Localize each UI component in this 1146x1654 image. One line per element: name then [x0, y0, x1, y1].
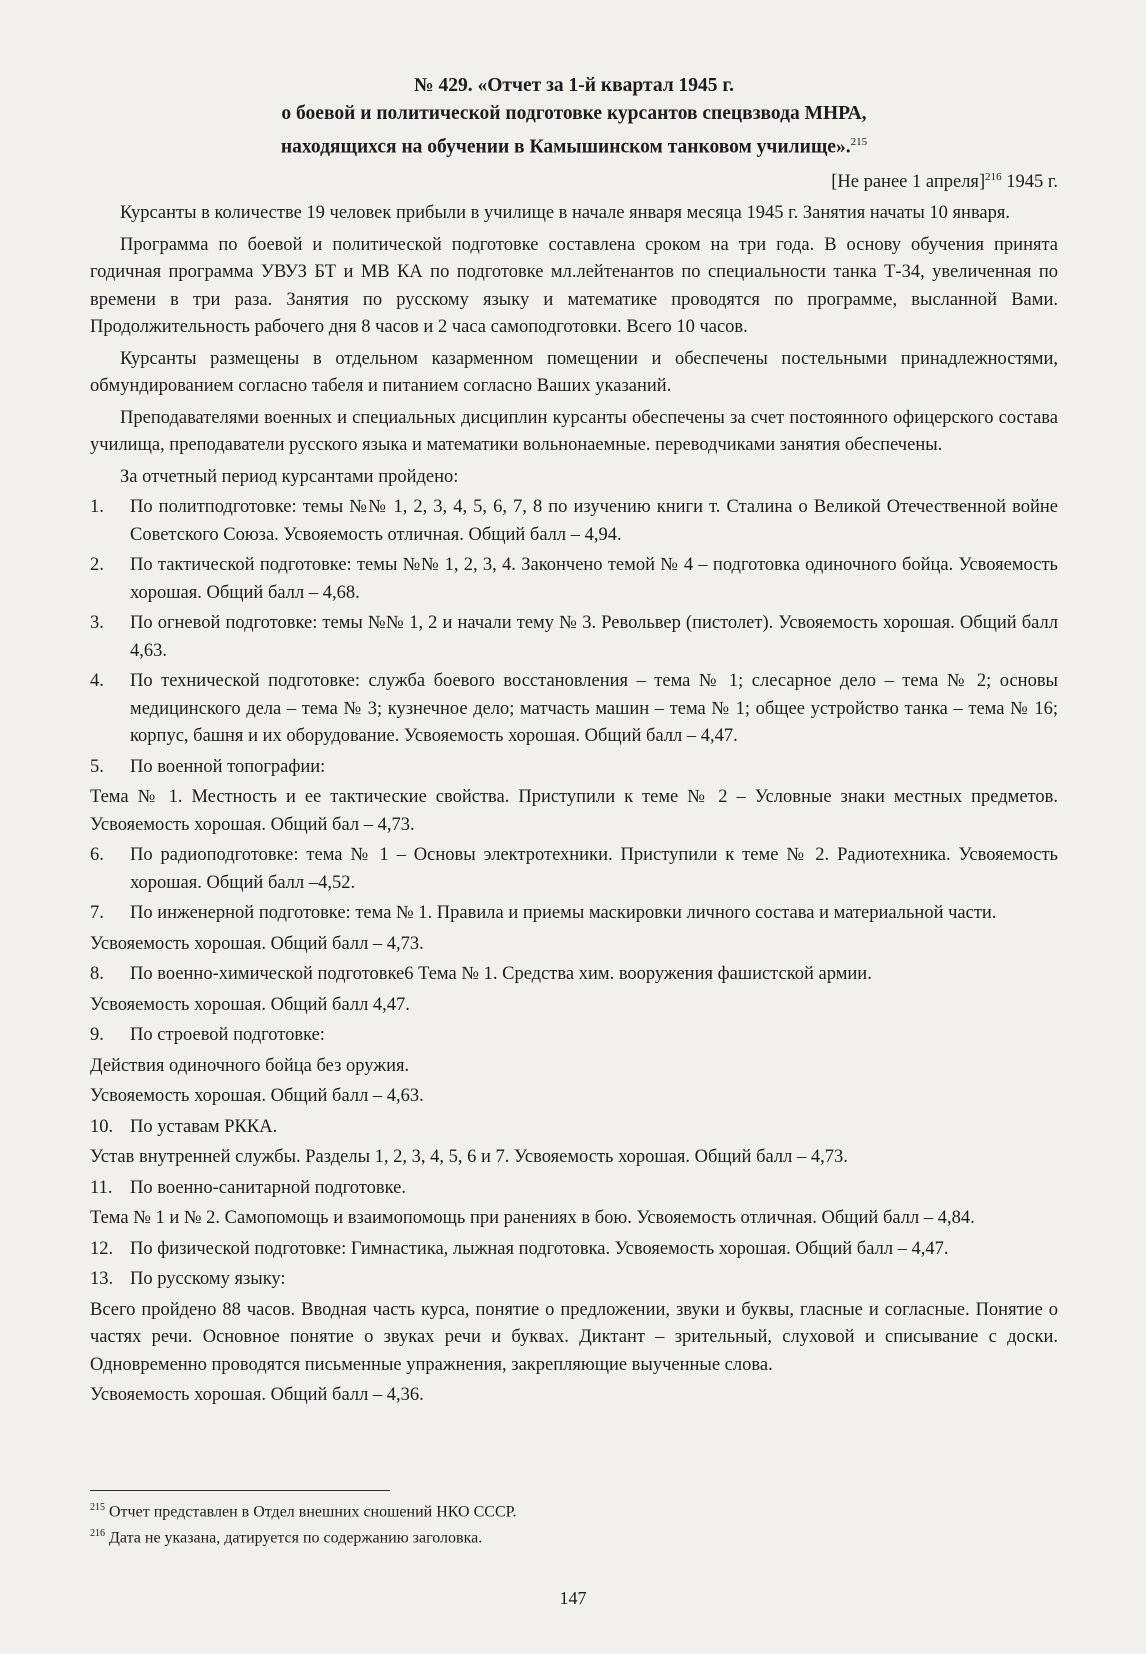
list-item-text: По тактической подготовке: темы №№ 1, 2, 3, 4. Закончено темой № 4 – подготовка одиночного бойца. Усвояемость хорошая. Общий балл – 4,68. — [130, 555, 1058, 603]
item-continuation: Усвояемость хорошая. Общий балл – 4,36. — [90, 1385, 424, 1406]
list-item — [90, 1175, 1058, 1203]
list-item-number: 8. — [90, 964, 104, 985]
list-item-text: По инженерной подготовке: тема № 1. Правила и приемы маскировки личного состава и материальной части. — [130, 903, 997, 924]
list-item-number: 13. — [90, 1269, 114, 1290]
document-body — [90, 72, 1058, 1410]
document-title-line-1: № 429. «Отчет за 1-й квартал 1945 г. — [414, 75, 734, 96]
list-item-number: 2. — [90, 555, 104, 576]
list-item-number: 12. — [90, 1238, 114, 1259]
list-item-text: По военно-санитарной подготовке. — [130, 1177, 406, 1198]
footnote-ref-215: 215 — [850, 136, 868, 148]
list-item — [90, 1022, 1058, 1050]
item-continuation: Тема № 1 и № 2. Самопомощь и взаимопомощь при ранениях в бою. Усвояемость отличная. Общий балл – 4,84. — [90, 1208, 975, 1229]
item-continuation: Усвояемость хорошая. Общий балл – 4,63. — [90, 1086, 424, 1107]
list-item-number: 10. — [90, 1116, 114, 1137]
list-item — [90, 494, 1058, 549]
list-item-text: По русскому языку: — [130, 1269, 286, 1290]
footnote-divider — [90, 1490, 390, 1491]
item-continuation: Усвояемость хорошая. Общий балл 4,47. — [90, 994, 410, 1015]
date-prefix: [Не ранее 1 апреля] — [831, 171, 986, 192]
list-item-number: 4. — [90, 671, 104, 692]
page-number: 147 — [559, 1588, 587, 1608]
document-title-line-3 — [90, 128, 1058, 162]
item-continuation: Тема № 1. Местность и ее тактические свойства. Приступили к теме № 2 – Условные знаки местных предметов. Усвояемость хорошая. Общий бал – 4,73. — [90, 787, 1058, 835]
list-item — [90, 961, 1058, 989]
item-continuation: Действия одиночного бойца без оружия. — [90, 1055, 410, 1076]
list-item-text: По технической подготовке: служба боевого восстановления – тема № 1; слесарное дело – тема № 2; основы медицинского дела – тема № 3; кузнечное дело; матчасть машин – тема № 1; общее устройство танка – тема № 16; корпус, башня и их оборудование. Усвояемость хорошая. Общий балл – 4,47. — [130, 671, 1058, 747]
footnote-text: Дата не указана, датируется по содержанию заголовка. — [109, 1529, 483, 1547]
list-item — [90, 610, 1058, 665]
list-item — [90, 1266, 1058, 1294]
list-item-number: 7. — [90, 903, 104, 924]
item-continuation: Устав внутренней службы. Разделы 1, 2, 3, 4, 5, 6 и 7. Усвояемость хорошая. Общий балл – 4,73. — [90, 1147, 848, 1168]
footnotes — [90, 1490, 1058, 1550]
item-continuation: Всего пройдено 88 часов. Вводная часть курса, понятие о предложении, звуки и буквы, гласные и согласные. Понятие о частях речи. Основное понятие о звуках речи и буквах. Диктант – зрительный, слуховой и списывание с доски. Одновременно проводятся письменные упражнения, закрепляющие выученные слова. — [90, 1299, 1058, 1375]
list-item-text: По радиоподготовке: тема № 1 – Основы электротехники. Приступили к теме № 2. Радиотехника. Усвояемость хорошая. Общий балл –4,52. — [130, 845, 1058, 893]
list-item-number: 3. — [90, 613, 104, 634]
list-item — [90, 900, 1058, 928]
list-item-number: 9. — [90, 1025, 104, 1046]
footnote-number: 215 — [90, 1502, 105, 1513]
list-item-number: 5. — [90, 756, 104, 777]
list-item — [90, 1114, 1058, 1142]
list-item-text: По политподготовке: темы №№ 1, 2, 3, 4, 5, 6, 7, 8 по изучению книги т. Сталина о Великой Отечественной войне Советского Союза. Усвояемость отличная. Общий балл – 4,94. — [130, 497, 1058, 545]
footnote-216 — [90, 1523, 1058, 1549]
list-item — [90, 842, 1058, 897]
document-title-line-2: о боевой и политической подготовке курсантов спецвзвода МНРА, — [281, 103, 867, 124]
document-date — [90, 164, 1058, 197]
list-item-number: 11. — [90, 1177, 113, 1198]
list-item-number: 1. — [90, 497, 104, 518]
list-item-text: По огневой подготовке: темы №№ 1, 2 и начали тему № 3. Револьвер (пистолет). Усвояемость хорошая. Общий балл 4,63. — [130, 613, 1058, 661]
list-item — [90, 754, 1058, 782]
footnote-number: 216 — [90, 1528, 105, 1540]
list-item-text: По военно-химической подготовке6 Тема № 1. Средства хим. вооружения фашистской армии. — [130, 964, 872, 985]
paragraph: Преподавателями военных и специальных дисциплин курсанты обеспечены за счет постоянного офицерского состава училища, преподаватели русского языка и математики вольнонаемные. переводчиками занятия обеспечены. — [90, 407, 1058, 456]
paragraph: Программа по боевой и политической подготовке составлена сроком на три года. В основу обучения принята годичная программа УВУЗ БТ и МВ КА по подготовке мл.лейтенантов по специальности танка Т-34, увеличенная по времени в три раза. Занятия по русскому языку и математике проводятся по программе, высланной Вами. Продолжительность рабочего дня 8 часов и 2 часа самоподготовки. Всего 10 часов. — [90, 234, 1058, 338]
list-item — [90, 552, 1058, 607]
list-item-text: По военной топографии: — [130, 756, 326, 777]
footnote-text: Отчет представлен в Отдел внешних сношений НКО СССР. — [109, 1503, 517, 1521]
footnote-ref-216: 216 — [985, 170, 1002, 183]
list-item-text: По физической подготовке: Гимнастика, лыжная подготовка. Усвояемость хорошая. Общий балл – 4,47. — [130, 1238, 949, 1259]
list-item — [90, 1236, 1058, 1264]
title-text: находящихся на обучении в Камышинском танковом училище». — [280, 136, 851, 158]
list-item-text: По уставам РККА. — [130, 1116, 278, 1137]
date-suffix: 1945 г. — [1001, 171, 1058, 192]
list-item-text: По строевой подготовке: — [130, 1025, 325, 1046]
list-item-number: 6. — [90, 845, 104, 866]
paragraph: Курсанты размещены в отдельном казарменном помещении и обеспечены постельными принадлежностями, обмундированием согласно табеля и питанием согласно Ваших указаний. — [90, 348, 1058, 397]
paragraph: Курсанты в количестве 19 человек прибыли в училище в начале января месяца 1945 г. Занятия начаты 10 января. — [120, 203, 1011, 224]
footnote-215 — [90, 1497, 1058, 1523]
item-continuation: Усвояемость хорошая. Общий балл – 4,73. — [90, 933, 424, 954]
paragraph: За отчетный период курсантами пройдено: — [120, 466, 459, 487]
list-item — [90, 668, 1058, 751]
report-items-list — [90, 494, 1058, 1410]
